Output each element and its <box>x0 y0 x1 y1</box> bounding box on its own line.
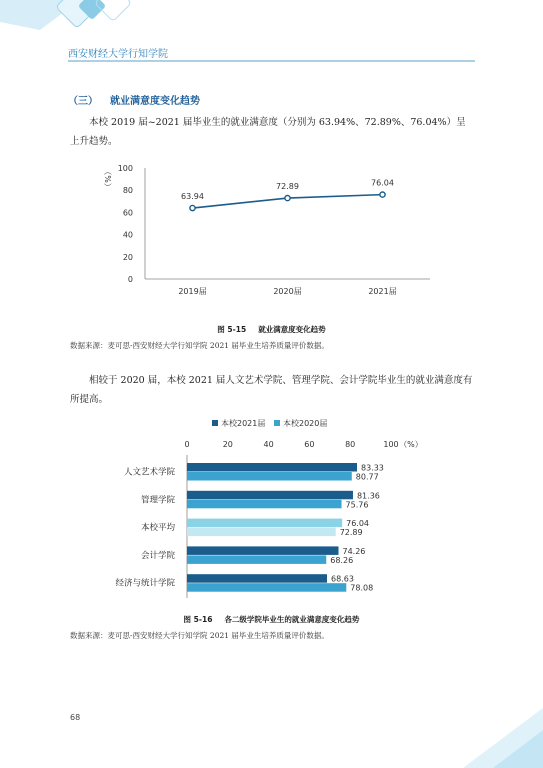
section-title-text: 就业满意度变化趋势 <box>110 96 200 107</box>
bar <box>187 500 342 509</box>
y-axis-label: （%） <box>103 167 112 191</box>
paragraph-2: 相较于 2020 届，本校 2021 届人文艺术学院、管理学院、会计学院毕业生的就业满意度有所提高。 <box>70 375 473 405</box>
figure-1-caption <box>0 324 543 335</box>
bar <box>187 528 336 537</box>
corner-decoration <box>0 0 160 40</box>
bar <box>187 519 342 528</box>
section-number: （三） <box>68 96 98 107</box>
data-label: 75.76 <box>345 500 369 510</box>
data-label: 78.08 <box>350 583 374 593</box>
figure-1-source: 数据来源：麦可思-西安财经大学行知学院 2021 届毕业生培养质量评价数据。 <box>70 341 329 350</box>
legend-label: 本校2020届 <box>283 419 328 428</box>
x-tick-label: 2019届 <box>178 287 207 296</box>
data-label: 76.04 <box>371 178 394 188</box>
data-label: 63.94 <box>181 192 204 202</box>
bar <box>187 555 326 564</box>
bar <box>187 546 338 555</box>
category-label: 人文艺术学院 <box>123 467 175 478</box>
data-label: 76.04 <box>346 519 370 529</box>
data-label: 81.36 <box>356 491 380 501</box>
category-label: 经济与统计学院 <box>115 578 175 589</box>
header-title: 西安财经大学行知学院 <box>68 49 168 60</box>
x-tick-label: 0 <box>184 440 190 449</box>
bar-chart-college-satisfaction <box>0 415 543 600</box>
bar <box>187 583 346 592</box>
x-tick-label: 60 <box>304 440 315 449</box>
data-label: 72.89 <box>339 528 363 538</box>
paragraph-1: 本校 2019 届~2021 届毕业生的就业满意度（分别为 63.94%、72.89%、76.04%）呈上升趋势。 <box>70 117 466 147</box>
figure-2-title: 各二级学院毕业生的就业满意度变化趋势 <box>224 615 360 624</box>
x-tick-label: 2020届 <box>273 287 302 296</box>
data-point <box>380 192 385 197</box>
category-label: 管理学院 <box>140 495 175 506</box>
figure-2-source: 数据来源：麦可思-西安财经大学行知学院 2021 届毕业生培养质量评价数据。 <box>70 631 329 640</box>
data-label: 80.77 <box>355 472 379 482</box>
header-rule <box>0 59 543 63</box>
figure-2-number: 图 5-16 <box>183 615 213 624</box>
x-tick-label: 2021届 <box>368 287 397 296</box>
data-label: 74.26 <box>342 546 366 556</box>
page-number: 68 <box>70 713 81 722</box>
y-tick-label: 60 <box>122 208 133 218</box>
y-tick-label: 100 <box>117 164 133 173</box>
bar <box>187 472 352 481</box>
category-label: 会计学院 <box>140 550 175 561</box>
category-label: 本校平均 <box>140 523 175 534</box>
x-axis-label: （%） <box>399 440 423 449</box>
x-tick-label: 100 <box>383 440 399 449</box>
line-chart-satisfaction-trend <box>0 158 543 318</box>
data-label: 68.63 <box>331 574 354 584</box>
data-point <box>190 205 195 210</box>
figure-1-number: 图 5-15 <box>217 325 247 334</box>
figure-1-title: 就业满意度变化趋势 <box>258 325 326 334</box>
data-point <box>285 195 290 200</box>
x-tick-label: 20 <box>222 440 233 449</box>
bar <box>187 463 357 472</box>
legend-swatch <box>212 420 218 426</box>
y-tick-label: 20 <box>122 252 133 262</box>
bar <box>187 491 353 500</box>
x-tick-label: 40 <box>263 440 274 449</box>
data-label: 68.26 <box>330 555 354 565</box>
corner-decoration-bottom <box>423 708 543 768</box>
data-label: 72.89 <box>276 182 299 192</box>
figure-2-caption <box>0 614 543 625</box>
x-tick-label: 80 <box>345 440 356 449</box>
y-tick-label: 80 <box>122 186 133 196</box>
bar <box>187 574 327 583</box>
data-label: 83.33 <box>360 463 384 473</box>
legend-label: 本校2021届 <box>221 419 266 428</box>
legend-swatch <box>274 420 280 426</box>
y-tick-label: 40 <box>122 230 133 240</box>
y-tick-label: 0 <box>127 275 133 284</box>
section-title <box>68 92 200 107</box>
